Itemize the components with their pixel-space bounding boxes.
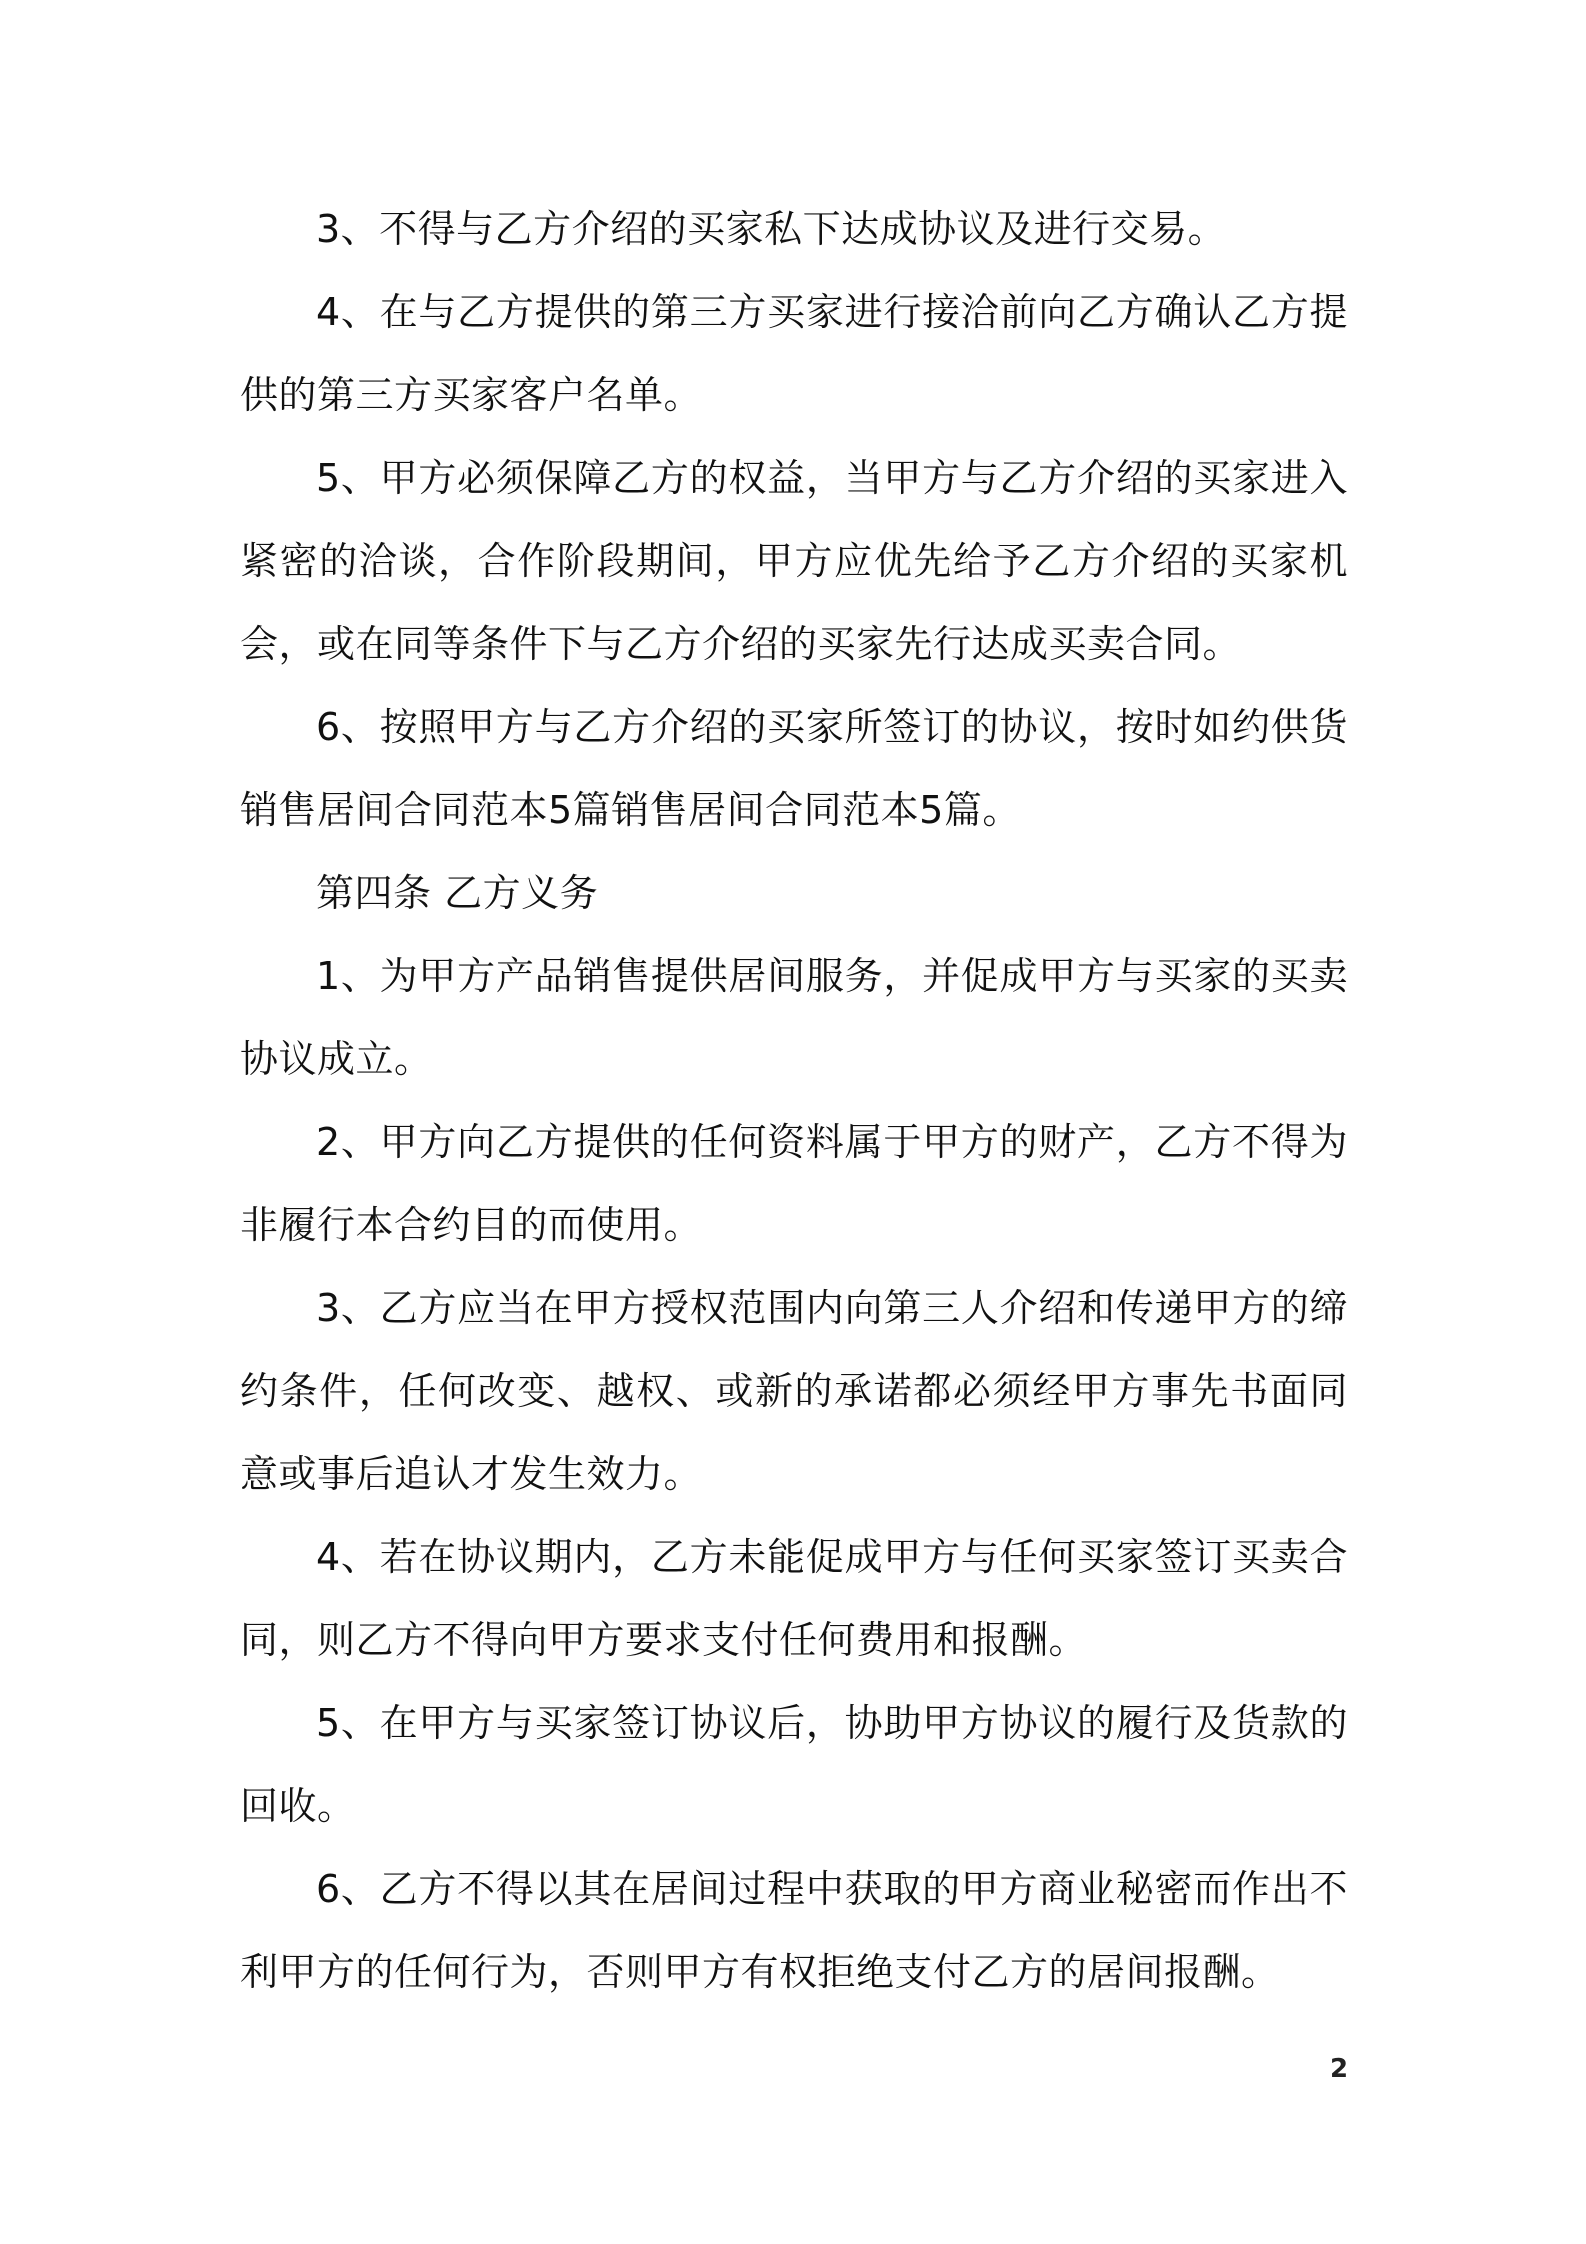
section-heading: 第四条 乙方义务 <box>316 871 599 915</box>
clause-paragraph: 5、甲方必须保障乙方的权益，当甲方与乙方介绍的买家进入紧密的洽谈，合作阶段期间，甲方应优先给予乙方介绍的买家机会，或在同等条件下与乙方介绍的买家先行达成买卖合同。 <box>240 456 1348 666</box>
clause-paragraph: 5、在甲方与买家签订协议后，协助甲方协议的履行及货款的回收。 <box>240 1701 1348 1828</box>
clause-paragraph: 6、按照甲方与乙方介绍的买家所签订的协议，按时如约供货销售居间合同范本5篇销售居间合同范本5篇。 <box>240 705 1348 832</box>
clause-paragraph: 6、乙方不得以其在居间过程中获取的甲方商业秘密而作出不利甲方的任何行为，否则甲方有权拒绝支付乙方的居间报酬。 <box>240 1867 1348 1994</box>
page-number: 2 <box>1330 2054 1349 2084</box>
clause-paragraph: 3、乙方应当在甲方授权范围内向第三人介绍和传递甲方的缔约条件，任何改变、越权、或新的承诺都必须经甲方事先书面同意或事后追认才发生效力。 <box>240 1286 1348 1496</box>
clause-paragraph: 3、不得与乙方介绍的买家私下达成协议及进行交易。 <box>316 207 1227 251</box>
clause-paragraph: 1、为甲方产品销售提供居间服务，并促成甲方与买家的买卖协议成立。 <box>240 954 1348 1081</box>
document-body <box>240 188 1348 2014</box>
clause-paragraph: 4、在与乙方提供的第三方买家进行接洽前向乙方确认乙方提供的第三方买家客户名单。 <box>240 290 1348 417</box>
clause-paragraph: 2、甲方向乙方提供的任何资料属于甲方的财产，乙方不得为非履行本合约目的而使用。 <box>240 1120 1348 1247</box>
clause-paragraph: 4、若在协议期内，乙方未能促成甲方与任何买家签订买卖合同，则乙方不得向甲方要求支付任何费用和报酬。 <box>240 1535 1348 1662</box>
